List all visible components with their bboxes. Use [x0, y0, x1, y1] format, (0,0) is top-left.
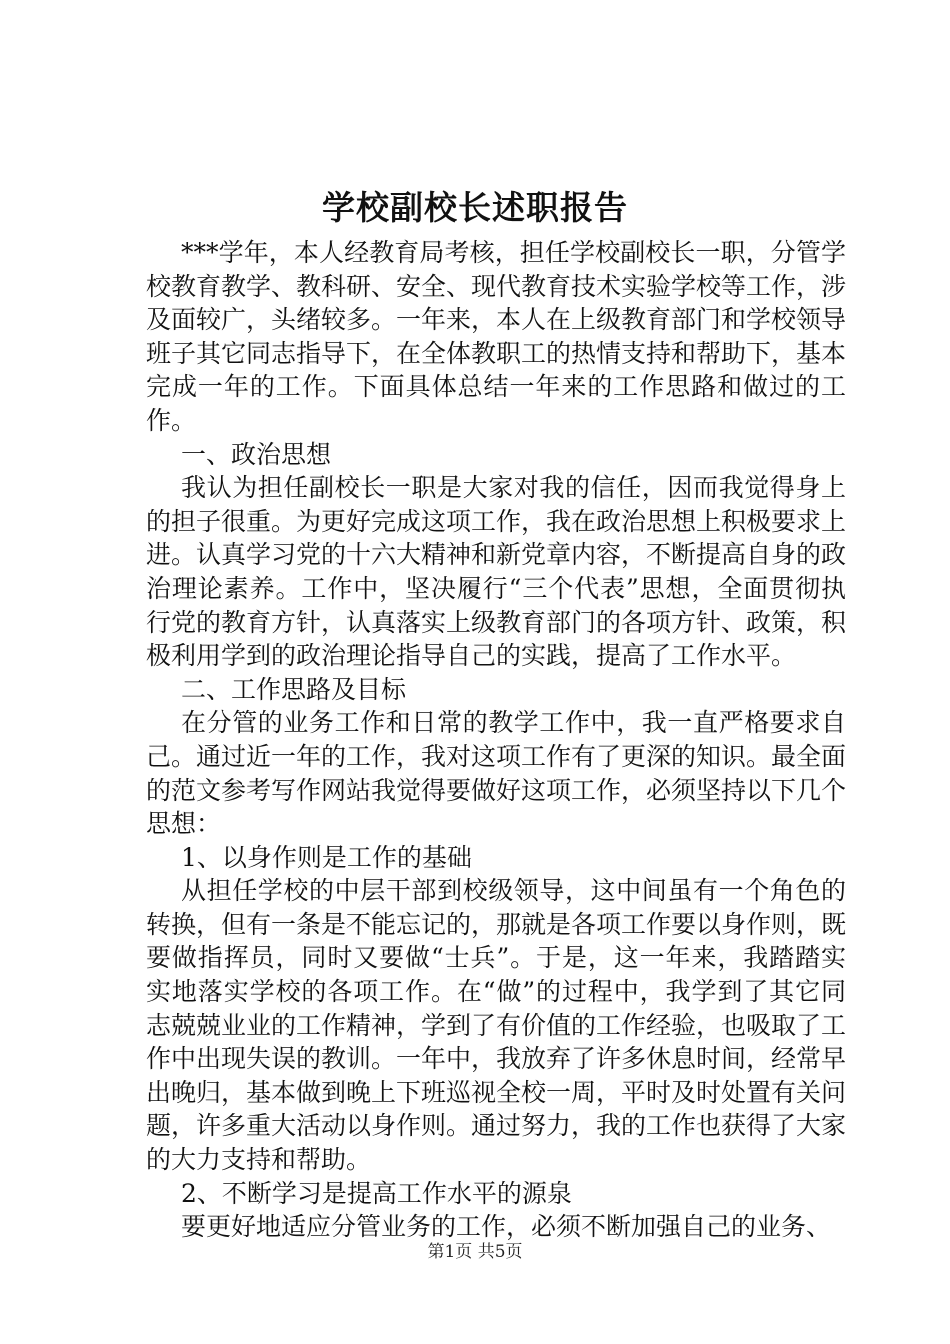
subheading-continuous-learning: 2、不断学习是提高工作水平的源泉 — [181, 1178, 572, 1208]
document-body — [146, 236, 846, 1244]
intro-paragraph: ***学年，本人经教育局考核，担任学校副校长一职，分管学校教育教学、教科研、安全、现代教育技术实验学校等工作，涉及面较广，头绪较多。一年来，本人在上级教育部门和学校领导班子其它同志指导下，在全体教职工的热情支持和帮助下，基本完成一年的工作。下面具体总结一年来的工作思路和做过的工作。 — [146, 238, 847, 435]
page-footer: 第1页 共5页 — [427, 1242, 523, 1262]
section-heading-work-ideas: 二、工作思路及目标 — [181, 674, 407, 704]
subheading-lead-by-example: 1、以身作则是工作的基础 — [181, 842, 472, 872]
lead-by-example-paragraph: 从担任学校的中层干部到校级领导，这中间虽有一个角色的转换，但有一条是不能忘记的，那就是各项工作要以身作则，既要做指挥员，同时又要做“士兵”。于是，这一年来，我踏踏实实地落实学校的各项工作。在“做”的过程中，我学到了其它同志兢兢业业的工作精神，学到了有价值的工作经验，也吸取了工作中出现失误的教训。一年中，我放弃了许多休息时间，经常早出晚归，基本做到晚上下班巡视全校一周，平时及时处置有关问题，许多重大活动以身作则。通过努力，我的工作也获得了大家的大力支持和帮助。 — [146, 876, 847, 1175]
section-heading-political: 一、政治思想 — [181, 439, 332, 469]
document-title: 学校副校长述职报告 — [322, 188, 628, 227]
continuous-learning-paragraph: 要更好地适应分管业务的工作，必须不断加强自己的业务、 — [181, 1212, 832, 1242]
political-paragraph: 我认为担任副校长一职是大家对我的信任，因而我觉得身上的担子很重。为更好完成这项工作，我在政治思想上积极要求上进。认真学习党的十六大精神和新党章内容，不断提高自身的政治理论素养。工作中，坚决履行“三个代表”思想，全面贯彻执行党的教育方针，认真落实上级教育部门的各项方针、政策，积极利用学到的政治理论指导自己的实践，提高了工作水平。 — [146, 473, 847, 671]
work-ideas-paragraph: 在分管的业务工作和日常的教学工作中，我一直严格要求自己。通过近一年的工作，我对这项工作有了更深的知识。最全面的范文参考写作网站我觉得要做好这项工作，必须坚持以下几个思想： — [146, 708, 847, 839]
